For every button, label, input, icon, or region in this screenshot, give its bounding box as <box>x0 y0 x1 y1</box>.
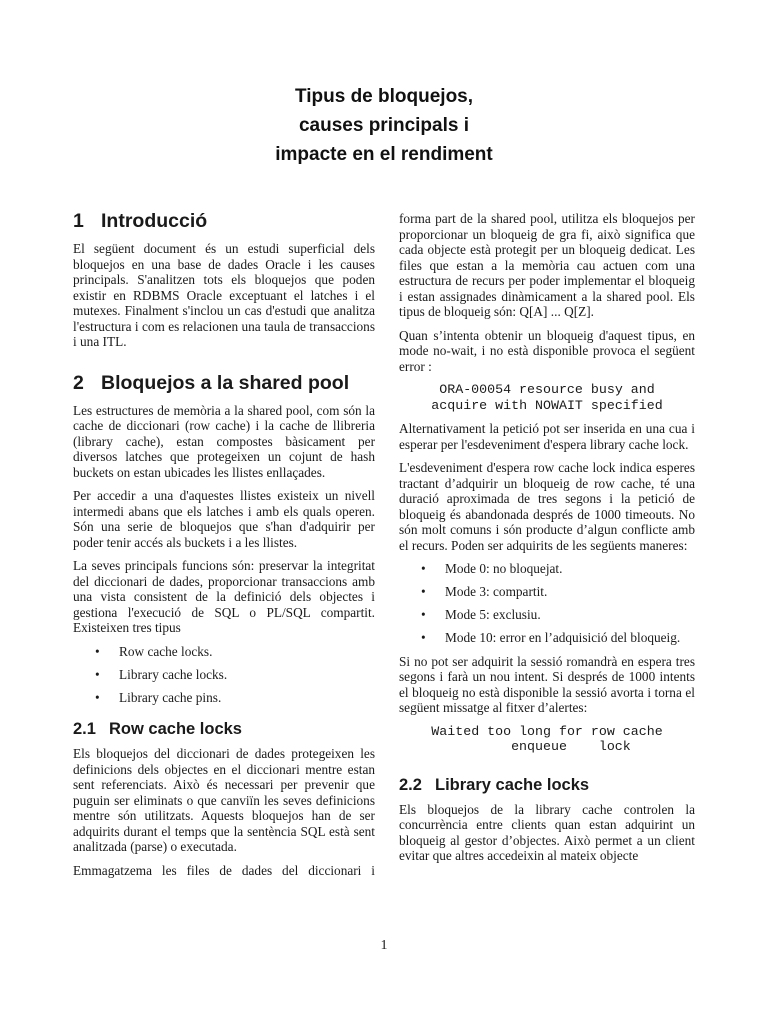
paragraph: Per accedir a una d'aquestes llistes existeix un nivell intermedi abans que els latches i amb els quals operen. Són una serie de bloquejos que s'han d'adquirir per poder tenir accés als buckets i a les llistes. <box>73 488 375 550</box>
title-line-1: Tipus de bloquejos, <box>294 86 474 107</box>
list-item: • Mode 10: error en l’adquisició del bloqueig. <box>421 630 681 645</box>
list-item: • Mode 3: compartit. <box>421 584 548 599</box>
paragraph: La seves principals funcions són: preservar la integritat del diccionari de dades, proporcionar transaccions amb una vista consistent de la definició dels objectes i gestiona l'execució de SQL o PL/SQL compartit. Existeixen tres tipus <box>73 558 375 635</box>
section-number: 2 <box>73 371 84 394</box>
paragraph-continuation: forma part de la shared pool, utilitza els bloquejos per proporcionar un bloqueig de gra fi, això significa que cada objecte està protegit per un bloqueig dedicat. Les files que estan a la memòria cau actuen com una estructura de recurs per poder implementar el bloqueig i estan assignades dinàmicament a la shared pool. Els tipus de bloqueig són: Q[A] ... Q[Z]. <box>399 211 695 319</box>
section-number: 2.1 <box>73 720 96 738</box>
lock-modes-list <box>399 561 695 646</box>
error-code-block: ORA-00054 resource busy and acquire with NOWAIT specified <box>431 382 663 413</box>
section-title: Introducció <box>101 210 208 232</box>
section-2-1-heading <box>73 719 375 740</box>
title-line-3: impacte en el rendiment <box>275 144 493 165</box>
paragraph: Els bloquejos de la library cache controlen la concurrència entre clients quan estan adquirint un bloqueig al gestor d’objectes. Això permet a un client evitar que altres accedeixin al mateix objecte <box>399 801 695 863</box>
list-item: • Row cache locks. <box>95 643 213 659</box>
list-item: • Library cache locks. <box>95 666 228 682</box>
paragraph: Si no pot ser adquirit la sessió romandrà en espera tres segons i farà un nou intent. Si després de 1000 intents el bloqueig no està disponible la sessió avorta i torna el següent missatge al fitxer d’alertes: <box>399 653 695 715</box>
right-column <box>399 211 695 872</box>
title-line-2: causes principals i <box>298 115 470 136</box>
section-1-heading <box>73 209 375 233</box>
bullet-icon: • <box>95 666 100 682</box>
section-title: Row cache locks <box>109 720 242 738</box>
paragraph: Quan s’intenta obtenir un bloqueig d'aquest tipus, en mode no-wait, i no està disponible provoca el següent error : <box>399 327 695 374</box>
paragraph: L'esdeveniment d'espera row cache lock indica esperes tractant d’adquirir un bloqueig de row cache, té una duració aproximada de tres segons i la petició de bloqueig és abandonada després de 1000 timeouts. No són molt comuns i són producte d’algun conflicte amb el recurs. Poden ser adquirits de les següents maneres: <box>399 460 695 553</box>
document-title <box>0 82 768 169</box>
page-number: 1 <box>380 938 388 953</box>
section-2-2-heading <box>399 775 695 796</box>
section-number: 2.2 <box>399 775 422 794</box>
paragraph: Alternativament la petició pot ser inserida en una cua i esperar per l'esdeveniment d'espera library cache lock. <box>399 421 695 452</box>
paragraph: El següent document és un estudi superficial dels bloquejos en una base de dades Oracle i les causes principals. S'analitzen tots els bloquejos que poden existir en RDBMS Oracle exceptuant el latches i el mutexes. Finalment s'inclou un cas d'estudi que analitza l'estructura i com es relacionen una taula de transaccions i una ITL. <box>73 241 375 349</box>
list-item: • Library cache pins. <box>95 689 222 705</box>
lock-types-list <box>73 644 375 706</box>
list-item: • Mode 0: no bloquejat. <box>421 561 563 576</box>
section-number: 1 <box>73 210 84 232</box>
left-column <box>73 209 375 886</box>
paragraph: Les estructures de memòria a la shared pool, com són la cache de diccionari (row cache) i la cache de llibreria (library cache), estan compostes bàsicament per diversos latches que protegeixen un cojunt de hash buckets on estan ubicades les llistes enllaçades. <box>73 402 375 480</box>
bullet-icon: • <box>95 643 100 659</box>
bullet-icon: • <box>95 689 100 705</box>
section-2-heading <box>73 371 375 395</box>
section-title: Bloquejos a la shared pool <box>101 371 350 394</box>
paragraph: Emmagatzema les files de dades del diccionari i <box>73 862 375 878</box>
bullet-icon: • <box>421 584 426 599</box>
list-item: • Mode 5: exclusiu. <box>421 607 541 622</box>
bullet-icon: • <box>421 607 426 622</box>
paragraph: Els bloquejos del diccionari de dades protegeixen les definicions dels objectes en el diccionari mentre estan sent referenciats. Això és necessari per prevenir que puguin ser eliminats o que canviïn les seves definicions mentre són utilitzats. Aquests bloquejos han de ser adquirits durant el temps que la sentència SQL està sent analitzada (parse) o executada. <box>73 746 375 854</box>
bullet-icon: • <box>421 561 426 576</box>
bullet-icon: • <box>421 630 426 645</box>
alert-message-block: Waited too long for row cache enqueue lock <box>431 723 663 754</box>
section-title: Library cache locks <box>435 775 590 794</box>
